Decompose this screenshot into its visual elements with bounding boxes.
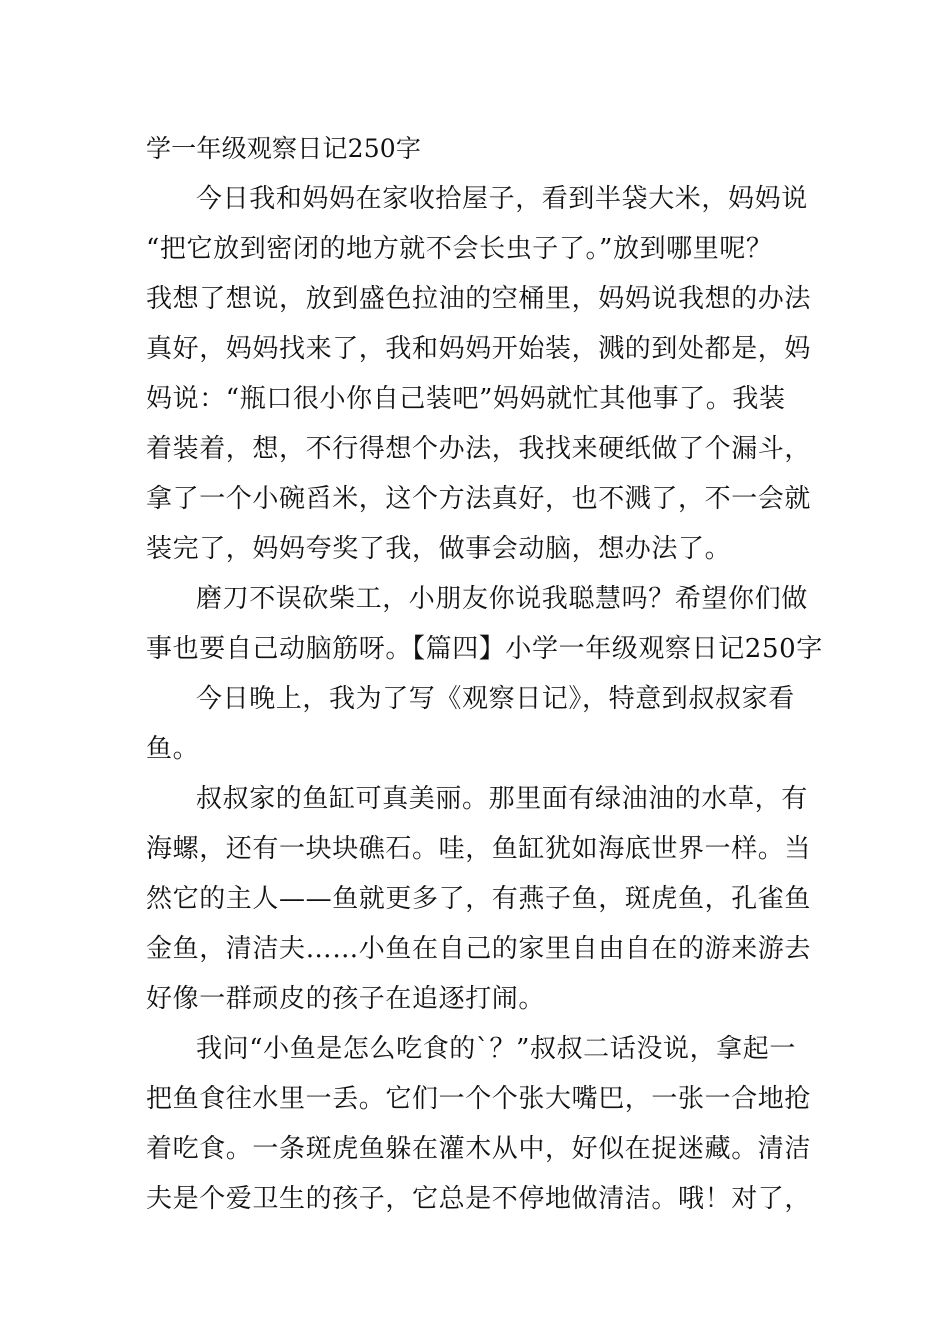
text-line: “把它放到密闭的地方就不会长虫子了。”放到哪里呢？ <box>146 234 773 264</box>
text-line: 我想了想说，放到盛色拉油的空桶里，妈妈说我想的办法 <box>146 284 812 314</box>
text-line: 然它的主人——鱼就更多了，有燕子鱼，斑虎鱼，孔雀鱼 <box>146 884 812 914</box>
text-line: 金鱼，清洁夫……小鱼在自己的家里自由自在的游来游去 <box>146 934 812 964</box>
text-line: 把鱼食往水里一丢。它们一个个张大嘴巴，一张一合地抢 <box>146 1084 812 1114</box>
text-line: 装完了，妈妈夸奖了我，做事会动脑，想办法了。 <box>146 534 732 564</box>
text-line: 今日晚上，我为了写《观察日记》，特意到叔叔家看 <box>196 684 795 714</box>
text-line: 磨刀不误砍柴工，小朋友你说我聪慧吗？希望你们做 <box>196 584 808 614</box>
text-line: 鱼。 <box>146 734 200 764</box>
text-line: 今日我和妈妈在家收拾屋子，看到半袋大米，妈妈说 <box>196 184 808 214</box>
text-line: 夫是个爱卫生的孩子，它总是不停地做清洁。哦！对了， <box>146 1184 812 1214</box>
text-line: 真好，妈妈找来了，我和妈妈开始装，溅的到处都是，妈 <box>146 334 812 364</box>
text-line: 拿了一个小碗舀米，这个方法真好，也不溅了，不一会就 <box>146 484 812 514</box>
text-line: 着吃食。一条斑虎鱼躲在灌木从中，好似在捉迷藏。清洁 <box>146 1134 812 1164</box>
text-line: 叔叔家的鱼缸可真美丽。那里面有绿油油的水草，有 <box>196 784 808 814</box>
text-line: 我问“小鱼是怎么吃食的`？”叔叔二话没说，拿起一 <box>196 1034 796 1064</box>
text-line: 着装着，想，不行得想个办法，我找来硬纸做了个漏斗， <box>146 434 812 464</box>
text-line: 好像一群顽皮的孩子在追逐打闹。 <box>146 984 546 1014</box>
text-line: 妈说：“瓶口很小你自己装吧”妈妈就忙其他事了。我装 <box>146 384 786 414</box>
document-heading: 学一年级观察日记250字 <box>146 134 422 163</box>
text-line: 事也要自己动脑筋呀。【篇四】小学一年级观察日记250字 <box>146 634 823 664</box>
text-line: 海螺，还有一块块礁石。哇，鱼缸犹如海底世界一样。当 <box>146 834 812 864</box>
